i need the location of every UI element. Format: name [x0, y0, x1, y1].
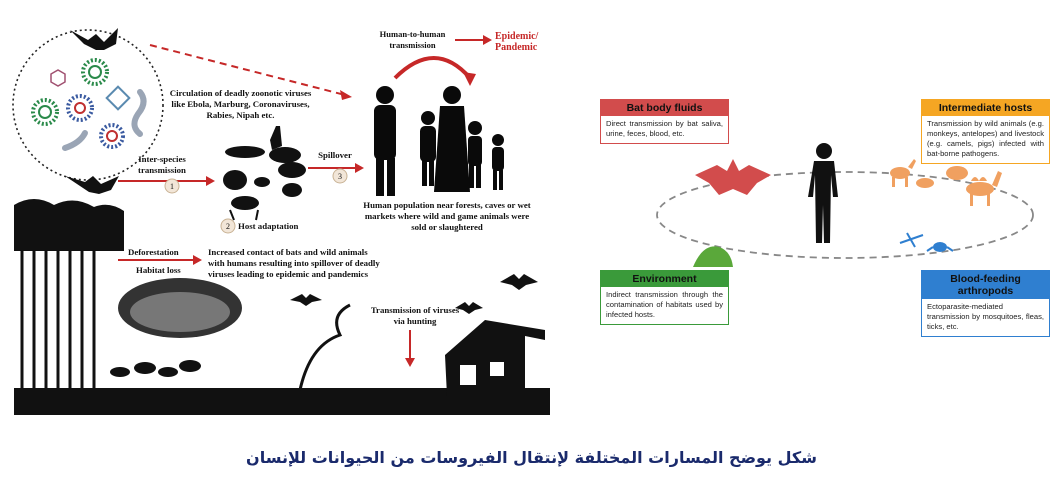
zoonotic-spillover-illustration	[0, 0, 560, 420]
bat-body-fluids-title: Bat body fluids	[601, 100, 728, 116]
figure-caption: شكل يوضح المسارات المختلفة لإنتقال الفيروسات من الحيوانات للإنسان	[246, 448, 817, 467]
step-2-number: 2	[226, 222, 230, 231]
increased-contact-label: Increased contact of bats and wild animals with humans resulting into spillover of deadly viruses leading to epidemic and pandemics	[208, 247, 380, 279]
blood-feeding-arthropods-text: Ectoparasite-mediated transmission by mosquitoes, fleas, ticks, etc.	[927, 302, 1044, 331]
deforestation-label: Deforestation	[128, 247, 179, 257]
host-adaptation-label: Host adaptation	[238, 221, 299, 231]
bat-body-fluids-text: Direct transmission by bat saliva, urine, feces, blood, etc.	[606, 119, 723, 138]
human-population-label: Human population near forests, caves or wet markets where wild and game animals were sold or slaughtered	[363, 200, 531, 232]
virus-icons	[33, 60, 144, 148]
inter-species-label: Inter-species transmission	[138, 154, 186, 175]
intermediate-hosts-title: Intermediate hosts	[922, 100, 1049, 116]
environment-title: Environment	[601, 271, 728, 287]
step-1-number: 1	[170, 182, 174, 191]
step-3-number: 3	[338, 172, 342, 181]
animal-silhouettes	[223, 126, 306, 220]
bat-body-fluids-box	[600, 99, 729, 144]
bat-silhouette	[65, 176, 119, 194]
blood-feeding-arthropods-box	[921, 270, 1050, 337]
bat-icon	[695, 159, 771, 195]
environment-text: Indirect transmission through the contamination of habitats used by infected hosts.	[606, 290, 723, 319]
intermediate-hosts-text: Transmission by wild animals (e.g. monkeys, antelopes) and livestock (e.g. camels, pigs) infected with bat-borne pathogens.	[927, 119, 1044, 158]
intermediate-hosts-box	[921, 99, 1050, 164]
human-silhouette	[808, 143, 838, 243]
intermediate-animals	[890, 159, 1002, 206]
blood-feeding-arthropods-title: Blood-feeding arthropods	[922, 271, 1049, 299]
environment-box	[600, 270, 729, 325]
transmission-routes-panel	[595, 95, 1060, 335]
circulation-label: Circulation of deadly zoonotic viruses like Ebola, Marburg, Coronaviruses, Rabies, Nipah etc.	[169, 88, 312, 120]
hunting-label: Transmission of viruses via hunting	[370, 305, 460, 326]
spillover-label: Spillover	[318, 150, 352, 160]
habitat-loss-label: Habitat loss	[136, 265, 181, 275]
human-to-human-label: Human-to-human transmission	[379, 29, 446, 50]
arthropod-icons	[900, 233, 953, 251]
epidemic-pandemic-label: Epidemic/ Pandemic	[495, 31, 539, 53]
environment-icon	[693, 246, 733, 267]
human-family	[374, 86, 504, 196]
